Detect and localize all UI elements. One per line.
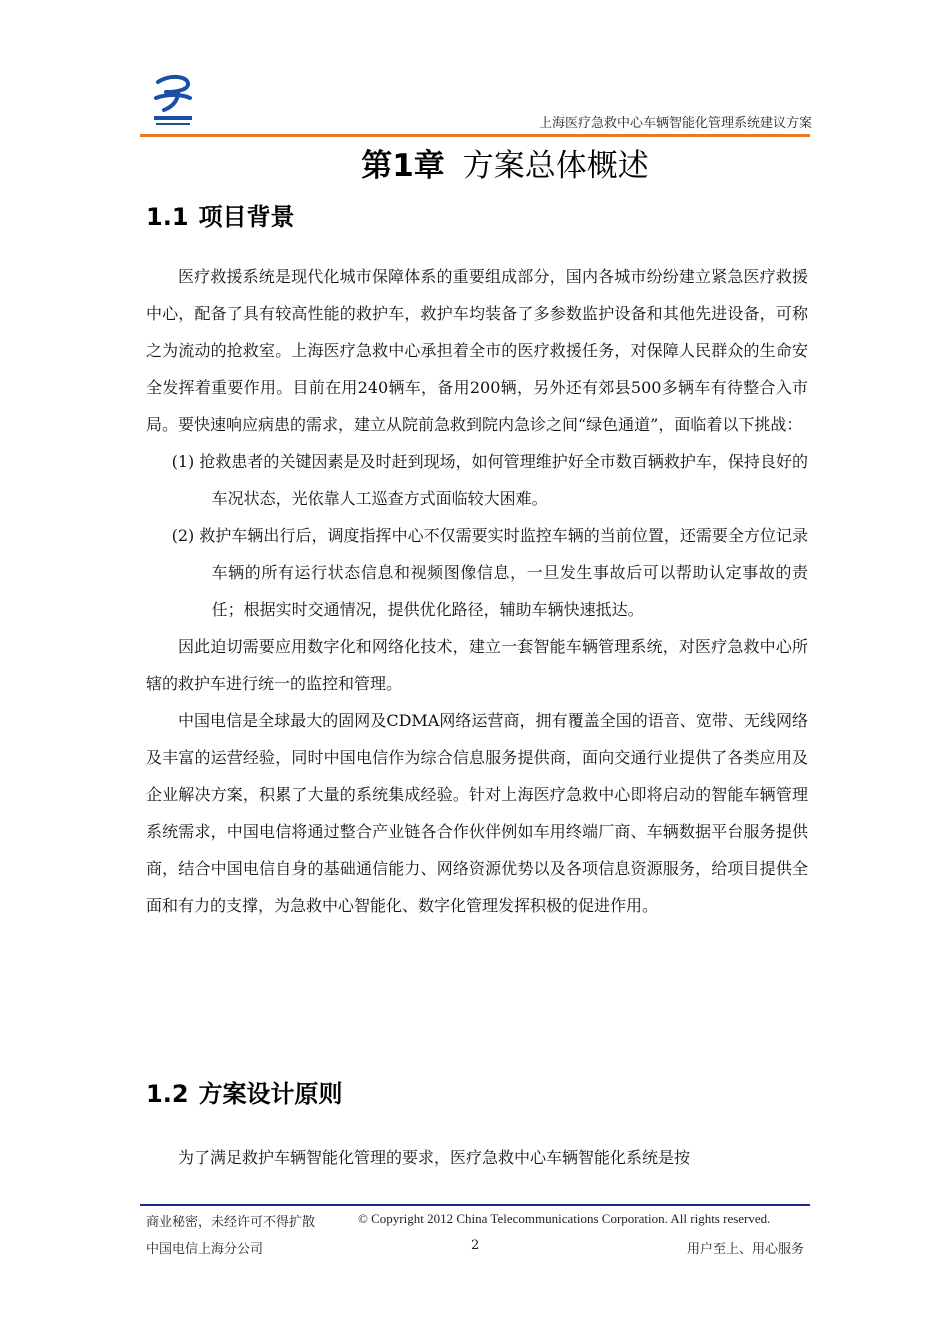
body-paragraph: 因此迫切需要应用数字化和网络化技术，建立一套智能车辆管理系统，对医疗急救中心所辖的救护车进行统一的监控和管理。 (146, 637, 808, 693)
body-paragraph: 中国电信是全球最大的固网及CDMA网络运营商，拥有覆盖全国的语音、宽带、无线网络及丰富的运营经验，同时中国电信作为综合信息服务提供商，面向交通行业提供了各类应用及企业解决方案，积累了大量的系统集成经验。针对上海医疗急救中心即将启动的智能车辆管理系统需求，中国电信将通过整合产业链各合作伙伴例如车用终端厂商、车辆数据平台服务提供商，结合中国电信自身的基础通信能力、网络资源优势以及各项信息资源服务，给项目提供全面和有力的支撑，为急救中心智能化、数字化管理发挥积极的促进作用。 (146, 711, 808, 915)
list-item: (1) 抢救患者的关键因素是及时赶到现场，如何管理维护好全市数百辆救护车，保持良好的车况状态，光依靠人工巡查方式面临较大困难。 (171, 452, 808, 508)
footer-slogan: 用户至上、用心服务 (686, 1242, 804, 1257)
list-item: (2) 救护车辆出行后，调度指挥中心不仅需要实时监控车辆的当前位置，还需要全方位记录车辆的所有运行状态信息和视频图像信息，一旦发生事故后可以帮助认定事故的责任；根据实时交通情况，提供优化路径，辅助车辆快速抵达。 (171, 526, 808, 619)
footer-company: 中国电信上海分公司 (146, 1242, 264, 1257)
footer-confidential: 商业秘密，未经许可不得扩散 (146, 1215, 316, 1230)
header-title: 上海医疗急救中心车辆智能化管理系统建议方案 (538, 116, 812, 131)
china-telecom-logo-icon (148, 72, 198, 128)
body-paragraph: 为了满足救护车辆智能化管理的要求，医疗急救中心车辆智能化系统是按 (178, 1148, 691, 1167)
chapter-title (0, 140, 950, 185)
section-body-1-2 (146, 1139, 808, 1176)
chapter-name: 方案总体概述 (462, 148, 649, 184)
footer-divider (140, 1204, 810, 1206)
section-title: 项目背景 (198, 203, 295, 231)
body-paragraph: 医疗救援系统是现代化城市保障体系的重要组成部分，国内各城市纷纷建立紧急医疗救援中心，配备了具有较高性能的救护车，救护车均装备了多参数监护设备和其他先进设备，可称之为流动的抢救室。上海医疗急救中心承担着全市的医疗救援任务，对保障人民群众的生命安全发挥着重要作用。目前在用240辆车，备用200辆，另外还有郊县500多辆车有待整合入市局。要快速响应病患的需求，建立从院前急救到院内急诊之间“绿色通道”，面临着以下挑战： (146, 267, 808, 434)
section-number: 1.2 (146, 1080, 189, 1108)
section-heading-1-1 (146, 197, 295, 232)
page-number: 2 (471, 1238, 480, 1253)
section-title: 方案设计原则 (198, 1080, 343, 1108)
section-number: 1.1 (146, 203, 189, 231)
footer-copyright: © Copyright 2012 China Telecommunications Corporation. All rights reserved. (358, 1211, 771, 1226)
section-body-1-1 (146, 258, 808, 924)
chapter-number: 第1章 (361, 148, 445, 184)
header-divider (140, 134, 810, 137)
section-heading-1-2 (146, 1074, 343, 1109)
